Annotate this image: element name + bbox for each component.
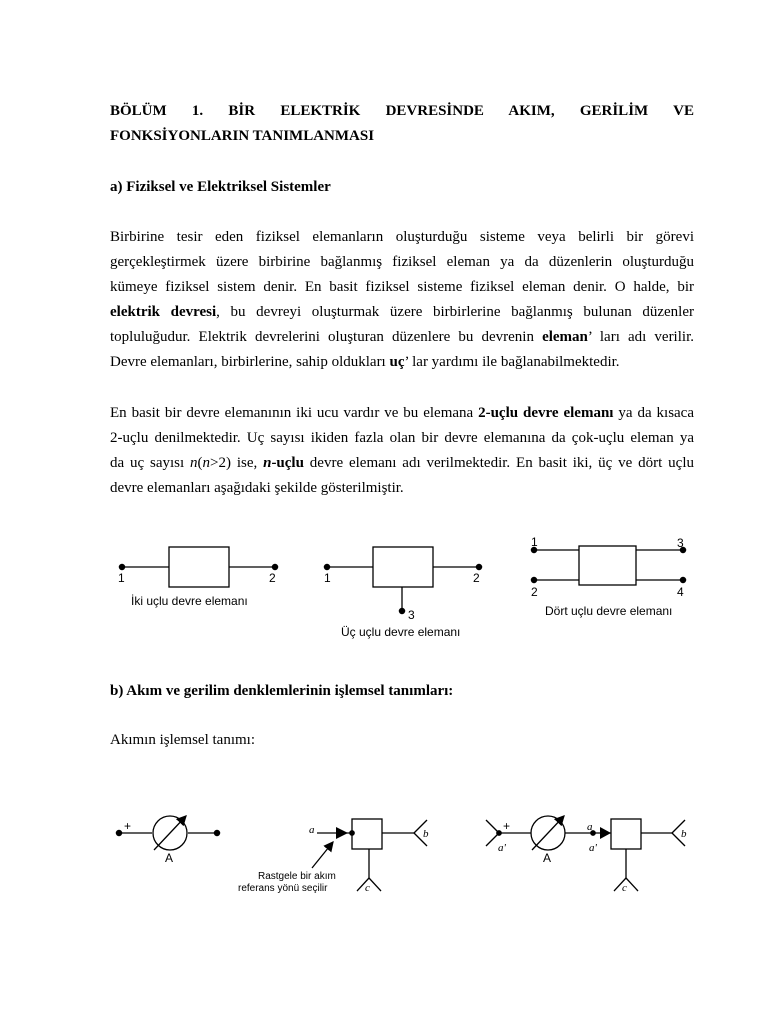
paragraph-line: elektrik devresi, bu devreyi oluşturmak üzere birbirlerine bağlanmış bulunan düzenler bbox=[110, 304, 694, 320]
plus-sign: + bbox=[503, 819, 511, 833]
ammeter-label: A bbox=[165, 851, 174, 865]
terminal-label: 3 bbox=[677, 536, 684, 550]
paragraph-line: Devre elemanları, birbirlerine, sahip oldukları uç’ lar yardımı ile bağlanabilmektedir. bbox=[110, 354, 620, 370]
ammeter-connected-element-diagram bbox=[486, 816, 685, 891]
node-label-a: a bbox=[587, 821, 593, 833]
terminal-label: 4 bbox=[677, 585, 684, 599]
term-n-terminal: n-uçlu bbox=[263, 455, 304, 471]
chapter-heading-line-1: BÖLÜM 1. BİR ELEKTRİK DEVRESİNDE AKIM, GERİLİM VE bbox=[110, 103, 694, 119]
ammeter-label: A bbox=[543, 851, 552, 865]
term-two-terminal: 2-uçlu devre elemanı bbox=[478, 405, 614, 421]
node-label-a-prime: a' bbox=[498, 842, 506, 854]
plus-sign: + bbox=[124, 819, 132, 833]
three-terminal-element-diagram bbox=[324, 547, 481, 614]
paragraph-line: Birbirine tesir eden fiziksel elemanların oluşturduğu sisteme veya belirli bir görevi bbox=[110, 229, 694, 245]
four-terminal-caption: Dört uçlu devre elemanı bbox=[545, 604, 673, 618]
node-label-c: c bbox=[365, 882, 370, 894]
section-a-title: a) Fiziksel ve Elektriksel Sistemler bbox=[110, 179, 331, 195]
section-b-title: b) Akım ve gerilim denklemlerinin işlemsel tanımları: bbox=[110, 683, 454, 699]
node-label-a: a bbox=[309, 824, 315, 836]
term-electric-circuit: elektrik devresi bbox=[110, 304, 217, 320]
terminal-label: 1 bbox=[324, 571, 331, 585]
node-label-a-prime: a' bbox=[589, 842, 597, 854]
term-element: eleman bbox=[542, 329, 588, 345]
node-label-b: b bbox=[681, 828, 687, 840]
two-terminal-caption: İki uçlu devre elemanı bbox=[131, 594, 248, 608]
reference-note-line-1: Rastgele bir akım bbox=[258, 871, 336, 882]
term-terminal: uç bbox=[389, 354, 405, 370]
terminal-label: 3 bbox=[408, 608, 415, 622]
paragraph-line: topluluğudur. Elektrik devrelerini oluşturan düzenlere bu devrenin eleman’ ları adı verilir. bbox=[110, 329, 694, 345]
node-label-c: c bbox=[622, 882, 627, 894]
paragraph-line: devre elemanları aşağıdaki şekilde gösterilmiştir. bbox=[110, 480, 404, 496]
current-definition-label: Akımın işlemsel tanımı: bbox=[110, 732, 255, 748]
paragraph-line: En basit bir devre elemanının iki ucu vardır ve bu elemana 2-uçlu devre elemanı ya da kısaca bbox=[110, 405, 695, 421]
paragraph-line: da uç sayısı n(n>2) ise, n-uçlu devre elemanı adı verilmektedir. En basit iki, üç ve dört uçlu bbox=[110, 455, 694, 471]
terminal-label: 2 bbox=[269, 571, 276, 585]
terminal-label: 2 bbox=[473, 571, 480, 585]
paragraph-line: 2-uçlu denilmektedir. Uç sayısı ikiden fazla olan bir devre elemanına da çok-uçlu eleman ya bbox=[110, 430, 694, 446]
terminal-label: 1 bbox=[118, 571, 125, 585]
reference-note-line-2: referans yönü seçilir bbox=[238, 883, 328, 894]
paragraph-line: kümeye fiziksel sistem denir. En basit fiziksel sisteme fiziksel eleman denir. O halde, bir bbox=[110, 279, 694, 295]
chapter-heading-line-2: FONKSİYONLARIN TANIMLANMASI bbox=[110, 128, 375, 144]
paragraph-line: gerçekleştirmek üzere birbirine bağlanmış fiziksel eleman ya da düzenlerin oluşturduğu bbox=[110, 254, 694, 270]
ammeter-diagram bbox=[116, 816, 219, 850]
two-terminal-element-diagram bbox=[119, 547, 277, 587]
three-terminal-caption: Üç uçlu devre elemanı bbox=[341, 625, 461, 639]
terminal-label: 2 bbox=[531, 585, 538, 599]
terminal-label: 1 bbox=[531, 535, 538, 549]
node-label-b: b bbox=[423, 828, 429, 840]
four-terminal-element-diagram bbox=[531, 546, 685, 585]
